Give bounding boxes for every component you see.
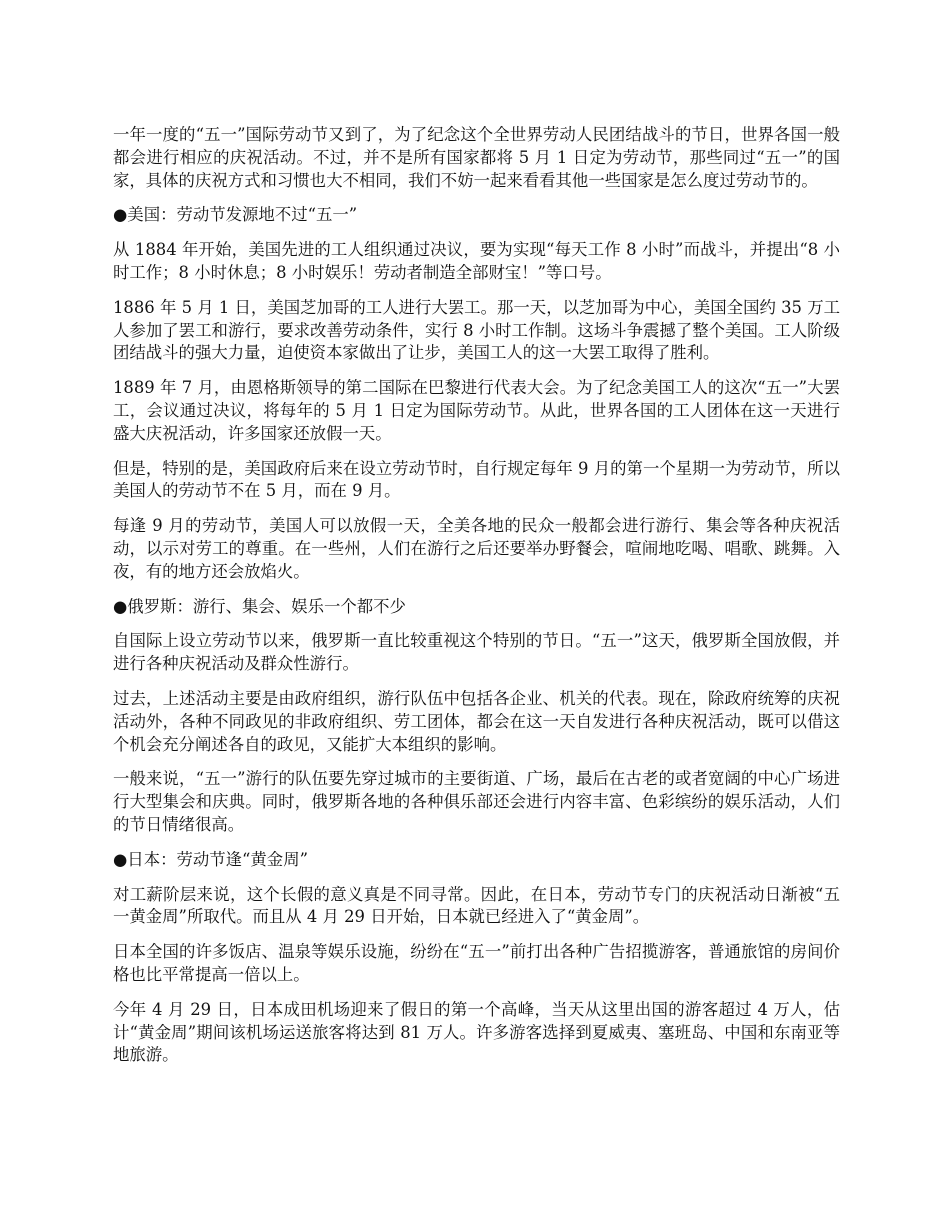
body-paragraph: 日本全国的许多饭店、温泉等娱乐设施，纷纷在“五一”前打出各种广告招揽游客，普通旅馆的房间价格也比平常提高一倍以上。 <box>113 942 840 984</box>
body-paragraph: 自国际上设立劳动节以来，俄罗斯一直比较重视这个特别的节日。“五一”这天，俄罗斯全国放假，并进行各种庆祝活动及群众性游行。 <box>113 631 840 674</box>
body-paragraph: 1886 年 5 月 1 日，美国芝加哥的工人进行大罢工。那一天，以芝加哥为中心，美国全国约 35 万工人参加了罢工和游行，要求改善劳动条件，实行 8 小时工作制。这场斗争震撼了整个美国。工人阶级团结战斗的强大力量，迫使资本家做出了让步，美国工人的这一大罢工取得了胜利。 <box>113 297 840 363</box>
section-heading-usa: ●美国：劳动节发源地不过“五一” <box>113 205 358 225</box>
body-paragraph: 过去，上述活动主要是由政府组织，游行队伍中包括各企业、机关的代表。现在，除政府统筹的庆祝活动外，各种不同政见的非政府组织、劳工团体，都会在这一天自发进行各种庆祝活动，既可以借这个机会充分阐述各自的政见，又能扩大本组织的影响。 <box>113 688 840 754</box>
intro-paragraph: 一年一度的“五一”国际劳动节又到了，为了纪念这个全世界劳动人民团结战斗的节日，世界各国一般都会进行相应的庆祝活动。不过，并不是所有国家都将 5 月 1 日定为劳动节，那些同过“五一”的国家，具体的庆祝方式和习惯也大不相同，我们不妨一起来看看其他一些国家是怎么度过劳动节的。 <box>113 125 840 190</box>
article-body <box>113 124 840 1079</box>
body-paragraph: 1889 年 7 月，由恩格斯领导的第二国际在巴黎进行代表大会。为了纪念美国工人的这次“五一”大罢工，会议通过决议，将每年的 5 月 1 日定为国际劳动节。从此，世界各国的工人团体在这一天进行盛大庆祝活动，许多国家还放假一天。 <box>113 378 840 443</box>
section-heading-russia: ●俄罗斯：游行、集会、娱乐一个都不少 <box>113 596 406 616</box>
body-paragraph: 从 1884 年开始，美国先进的工人组织通过决议，要为实现“每天工作 8 小时”而战斗，并提出“8 小时工作；8 小时休息；8 小时娱乐！劳动者制造全部财宝！”等口号。 <box>113 240 840 282</box>
body-paragraph: 但是，特别的是，美国政府后来在设立劳动节时，自行规定每年 9 月的第一个星期一为劳动节，所以美国人的劳动节不在 5 月，而在 9 月。 <box>113 458 840 501</box>
body-paragraph: 一般来说，“五一”游行的队伍要先穿过城市的主要街道、广场，最后在古老的或者宽阔的中心广场进行大型集会和庆典。同时，俄罗斯各地的各种俱乐部还会进行内容丰富、色彩缤纷的娱乐活动，人们的节日情绪很高。 <box>113 769 840 834</box>
body-paragraph: 对工薪阶层来说，这个长假的意义真是不同寻常。因此，在日本，劳动节专门的庆祝活动日渐被“五一黄金周”所取代。而且从 4 月 29 日开始，日本就已经进入了“黄金周”。 <box>113 884 840 927</box>
body-paragraph: 每逢 9 月的劳动节，美国人可以放假一天，全美各地的民众一般都会进行游行、集会等各种庆祝活动，以示对劳工的尊重。在一些州，人们在游行之后还要举办野餐会，喧闹地吃喝、唱歌、跳舞。入夜，有的地方还会放焰火。 <box>113 516 840 581</box>
body-paragraph: 今年 4 月 29 日，日本成田机场迎来了假日的第一个高峰，当天从这里出国的游客超过 4 万人，估计“黄金周”期间该机场运送旅客将达到 81 万人。许多游客选择到夏威夷、塞班岛、中国和东南亚等地旅游。 <box>113 999 840 1065</box>
section-heading-japan: ●日本：劳动节逢“黄金周” <box>113 849 308 869</box>
